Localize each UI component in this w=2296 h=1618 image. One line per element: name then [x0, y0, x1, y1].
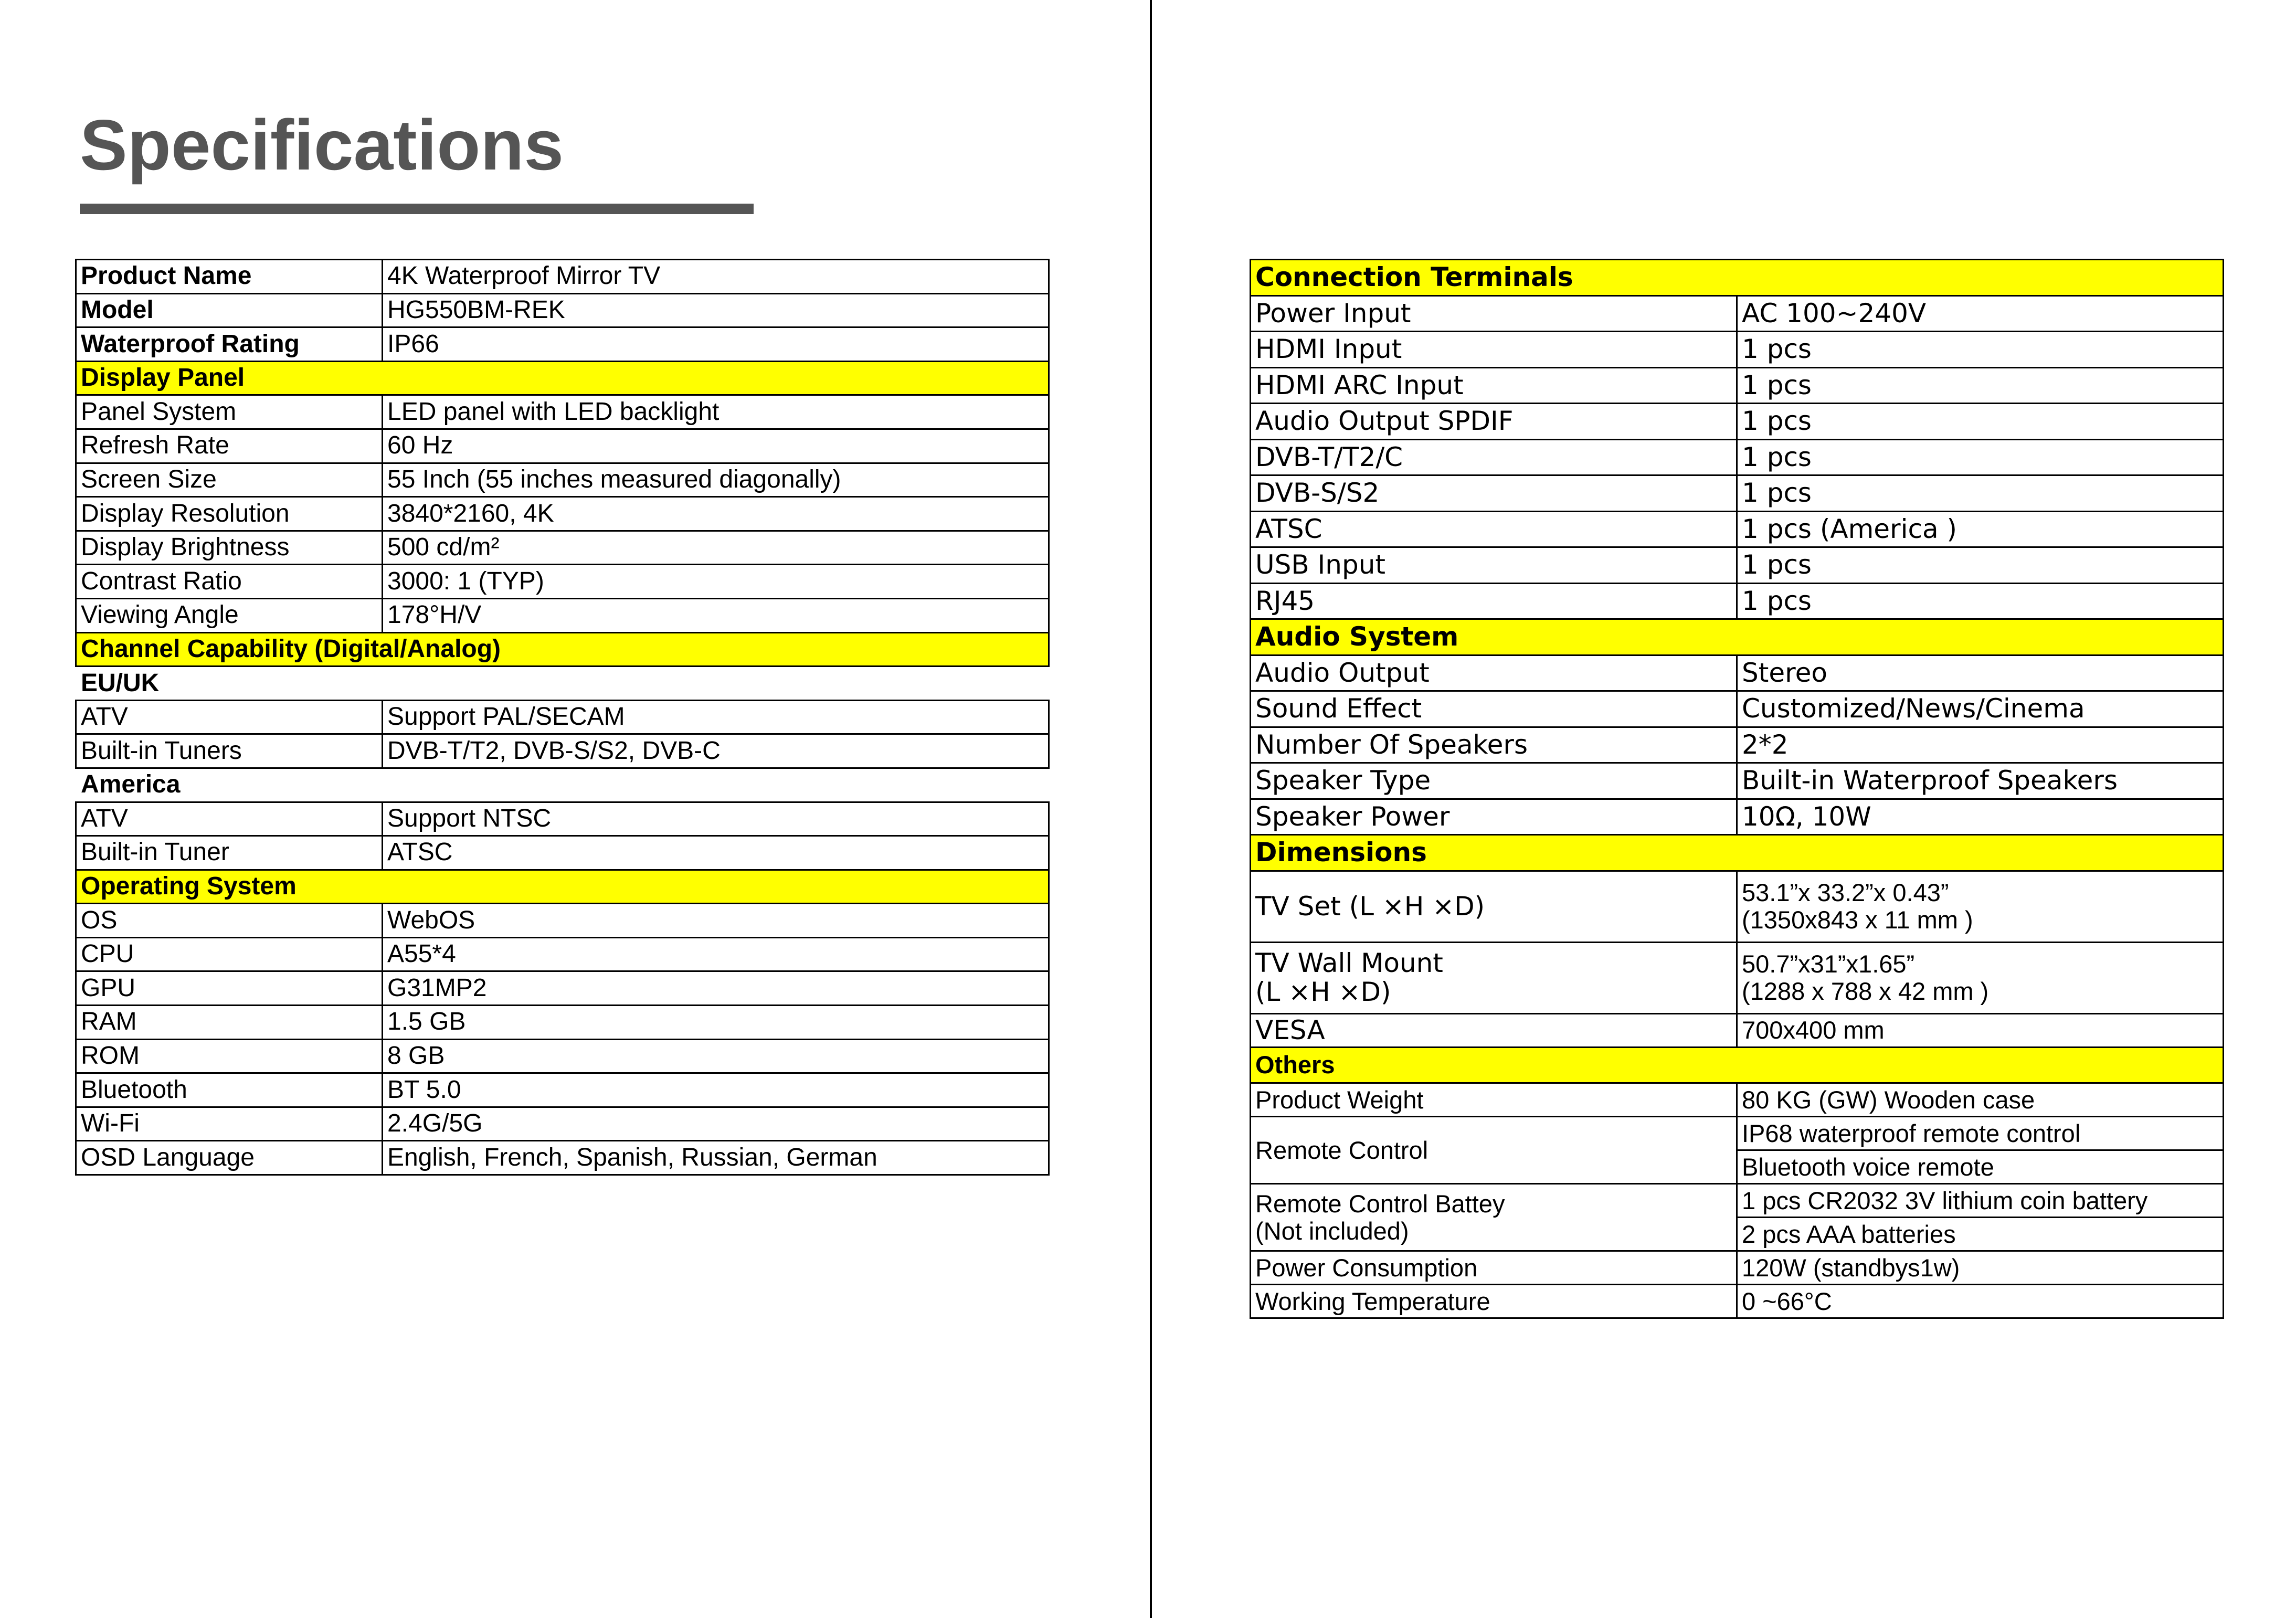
left-spec-table	[75, 259, 1050, 1176]
table-row	[76, 327, 1049, 362]
spec-label: HDMI Input	[1251, 332, 1737, 368]
spec-label: ROM	[76, 1039, 383, 1073]
spec-label: Number Of Speakers	[1251, 727, 1737, 763]
table-row	[1251, 367, 2224, 404]
section-title: Audio System	[1251, 619, 2224, 655]
spec-label	[1251, 1184, 1737, 1251]
spec-value: 2*2	[1737, 727, 2224, 763]
table-row	[1251, 691, 2224, 727]
table-row	[1251, 799, 2224, 835]
spec-value: 500 cd/m²	[383, 531, 1049, 565]
section-title: Channel Capability (Digital/Analog)	[76, 632, 1049, 667]
spec-value: 2 pcs AAA batteries	[1737, 1218, 2224, 1251]
group-label: America	[76, 768, 383, 802]
table-row	[1251, 404, 2224, 440]
table-row	[1251, 332, 2224, 368]
spec-value: 80 KG (GW) Wooden case	[1737, 1083, 2224, 1117]
section-header	[76, 870, 1049, 904]
group-label: EU/UK	[76, 667, 383, 701]
table-row	[76, 700, 1049, 734]
spec-label: VESA	[1251, 1013, 1737, 1047]
spec-label: OS	[76, 904, 383, 938]
table-row	[76, 802, 1049, 836]
group-empty-cell	[383, 667, 1049, 701]
spec-label: RAM	[76, 1006, 383, 1040]
spec-value: 1 pcs	[1737, 475, 2224, 512]
spec-label: Built-in Tuner	[76, 836, 383, 870]
spec-label: ATSC	[1251, 511, 1737, 547]
table-row	[1251, 1184, 2224, 1218]
table-row	[1251, 547, 2224, 584]
spec-value-line: 50.7”x31”x1.65”	[1742, 950, 1915, 978]
spec-value-line: (1288 x 788 x 42 mm )	[1742, 977, 1989, 1005]
spec-label: Contrast Ratio	[76, 565, 383, 599]
spec-value: HG550BM-REK	[383, 293, 1049, 327]
spec-label: Panel System	[76, 395, 383, 429]
table-row	[76, 463, 1049, 497]
right-spec-table	[1250, 259, 2224, 1319]
table-row	[76, 395, 1049, 429]
spec-value: Support NTSC	[383, 802, 1049, 836]
spec-value: 8 GB	[383, 1039, 1049, 1073]
spec-label: ATV	[76, 700, 383, 734]
spec-label: Audio Output	[1251, 655, 1737, 691]
table-row	[76, 1141, 1049, 1175]
table-row	[1251, 942, 2224, 1013]
spec-value: 10Ω, 10W	[1737, 799, 2224, 835]
spec-value: 1 pcs CR2032 3V lithium coin battery	[1737, 1184, 2224, 1218]
spec-value: WebOS	[383, 904, 1049, 938]
spec-value: DVB-T/T2, DVB-S/S2, DVB-C	[383, 734, 1049, 768]
spec-value: IP68 waterproof remote control	[1737, 1117, 2224, 1150]
group-row	[76, 768, 1049, 802]
spec-label: DVB-T/T2/C	[1251, 439, 1737, 475]
spec-value: G31MP2	[383, 971, 1049, 1006]
spec-value: Bluetooth voice remote	[1737, 1150, 2224, 1184]
table-row	[1251, 727, 2224, 763]
section-header	[76, 632, 1049, 667]
spec-label: Viewing Angle	[76, 598, 383, 632]
spec-value: 3840*2160, 4K	[383, 497, 1049, 531]
section-header	[1251, 1047, 2224, 1083]
spec-value: Support PAL/SECAM	[383, 700, 1049, 734]
spec-label: Sound Effect	[1251, 691, 1737, 727]
spec-value: 55 Inch (55 inches measured diagonally)	[383, 463, 1049, 497]
spec-value	[1737, 942, 2224, 1013]
table-row	[76, 1006, 1049, 1040]
spec-value-line: 53.1”x 33.2”x 0.43”	[1742, 879, 1949, 907]
spec-value: BT 5.0	[383, 1073, 1049, 1107]
spec-label: CPU	[76, 937, 383, 971]
spec-value: 178°H/V	[383, 598, 1049, 632]
table-row	[1251, 475, 2224, 512]
table-row	[1251, 871, 2224, 942]
spec-value: 4K Waterproof Mirror TV	[383, 260, 1049, 294]
spec-value: 60 Hz	[383, 429, 1049, 463]
spec-label: Display Resolution	[76, 497, 383, 531]
table-row	[1251, 1083, 2224, 1117]
spec-label: Speaker Type	[1251, 763, 1737, 799]
spec-label: Refresh Rate	[76, 429, 383, 463]
group-row	[76, 667, 1049, 701]
spec-value: 2.4G/5G	[383, 1107, 1049, 1141]
section-header	[1251, 619, 2224, 655]
spec-label: HDMI ARC Input	[1251, 367, 1737, 404]
spec-label: Screen Size	[76, 463, 383, 497]
spec-label: USB Input	[1251, 547, 1737, 584]
spec-label: Product Weight	[1251, 1083, 1737, 1117]
table-row	[1251, 1117, 2224, 1150]
table-row	[1251, 763, 2224, 799]
table-row	[76, 1073, 1049, 1107]
section-header	[1251, 835, 2224, 871]
spec-label: DVB-S/S2	[1251, 475, 1737, 512]
spec-value: 3000: 1 (TYP)	[383, 565, 1049, 599]
spec-label-line: Remote Control Battey	[1255, 1189, 1505, 1218]
spec-value: 120W (standbys1w)	[1737, 1251, 2224, 1285]
section-title: Dimensions	[1251, 835, 2224, 871]
spec-value: Customized/News/Cinema	[1737, 691, 2224, 727]
table-row	[76, 904, 1049, 938]
spec-label-line: (Not included)	[1255, 1217, 1409, 1245]
spec-value: 1 pcs	[1737, 439, 2224, 475]
section-title: Connection Terminals	[1251, 260, 2224, 296]
table-row	[76, 937, 1049, 971]
spec-value: ATSC	[383, 836, 1049, 870]
table-row	[1251, 1285, 2224, 1318]
spec-value: 1 pcs (America )	[1737, 511, 2224, 547]
spec-value: 1 pcs	[1737, 547, 2224, 584]
spec-value: English, French, Spanish, Russian, German	[383, 1141, 1049, 1175]
spec-value: A55*4	[383, 937, 1049, 971]
spec-label: Speaker Power	[1251, 799, 1737, 835]
spec-label: Audio Output SPDIF	[1251, 404, 1737, 440]
spec-value: IP66	[383, 327, 1049, 362]
table-row	[76, 734, 1049, 768]
spec-label: Model	[76, 293, 383, 327]
spec-label: Waterproof Rating	[76, 327, 383, 362]
table-row	[76, 429, 1049, 463]
section-title: Others	[1251, 1047, 2224, 1083]
spec-label: Power Consumption	[1251, 1251, 1737, 1285]
table-row	[1251, 511, 2224, 547]
table-row	[76, 971, 1049, 1006]
table-row	[76, 836, 1049, 870]
spec-value: 1.5 GB	[383, 1006, 1049, 1040]
table-row	[1251, 583, 2224, 619]
spec-value: AC 100~240V	[1737, 295, 2224, 332]
spec-label: GPU	[76, 971, 383, 1006]
section-header	[76, 361, 1049, 395]
spec-value: 1 pcs	[1737, 583, 2224, 619]
spec-label	[1251, 942, 1737, 1013]
spec-value: 1 pcs	[1737, 332, 2224, 368]
spec-value: LED panel with LED backlight	[383, 395, 1049, 429]
spec-label: RJ45	[1251, 583, 1737, 619]
table-row	[1251, 439, 2224, 475]
spec-value: 0 ~66°C	[1737, 1285, 2224, 1318]
table-row	[76, 1107, 1049, 1141]
table-row	[76, 598, 1049, 632]
spec-label: OSD Language	[76, 1141, 383, 1175]
table-row	[76, 293, 1049, 327]
spec-label: TV Set (L ×H ×D)	[1251, 871, 1737, 942]
table-row	[1251, 655, 2224, 691]
spec-value: 700x400 mm	[1737, 1013, 2224, 1047]
table-row	[76, 1039, 1049, 1073]
spec-label: Bluetooth	[76, 1073, 383, 1107]
title-underline	[80, 204, 754, 214]
spec-label: Product Name	[76, 260, 383, 294]
page-divider	[1150, 0, 1152, 1618]
page-title: Specifications	[80, 105, 564, 185]
section-title: Display Panel	[76, 361, 1049, 395]
section-title: Operating System	[76, 870, 1049, 904]
table-row	[76, 531, 1049, 565]
table-row	[1251, 1251, 2224, 1285]
spec-value: Built-in Waterproof Speakers	[1737, 763, 2224, 799]
spec-value: 1 pcs	[1737, 404, 2224, 440]
table-row	[1251, 1013, 2224, 1047]
table-row	[76, 565, 1049, 599]
spec-value	[1737, 871, 2224, 942]
spec-value: Stereo	[1737, 655, 2224, 691]
group-empty-cell	[383, 768, 1049, 802]
spec-value: 1 pcs	[1737, 367, 2224, 404]
table-row	[76, 260, 1049, 294]
spec-label: ATV	[76, 802, 383, 836]
spec-value-line: (1350x843 x 11 mm )	[1742, 906, 1973, 934]
spec-label-line: (L ×H ×D)	[1255, 977, 1391, 1007]
spec-label: Power Input	[1251, 295, 1737, 332]
spec-label-line: TV Wall Mount	[1255, 948, 1443, 978]
spec-label: Working Temperature	[1251, 1285, 1737, 1318]
spec-label: Wi-Fi	[76, 1107, 383, 1141]
table-row	[76, 497, 1049, 531]
spec-label: Display Brightness	[76, 531, 383, 565]
section-header	[1251, 260, 2224, 296]
spec-label: Built-in Tuners	[76, 734, 383, 768]
spec-label: Remote Control	[1251, 1117, 1737, 1184]
table-row	[1251, 295, 2224, 332]
